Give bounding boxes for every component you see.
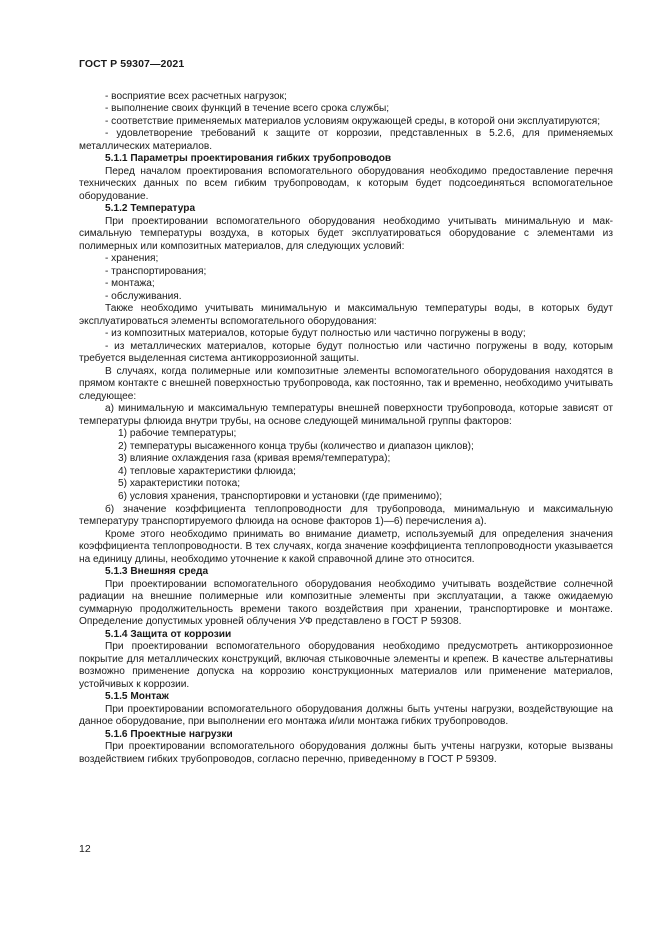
paragraph: - транспортирования; bbox=[105, 265, 207, 277]
paragraph: - восприятие всех расчетных нагрузок; bbox=[105, 90, 287, 102]
paragraph: - из металлических материалов, которые будут полностью или частично погружены в воду, которым требуется выделенная система антикоррозионной защиты. bbox=[79, 340, 613, 365]
paragraph: Перед началом проектирования вспомогательного оборудования необходимо предоставление перечня технических данных по всем гибким трубопроводам, к которым будет подсоединяться вспомогательное оборудование. bbox=[79, 165, 613, 202]
paragraph: При проектировании вспомогательного оборудования необходимо учитывать минимальную и максимальную температуры воздуха, в которых будет эксплуатироваться оборудование с элементами из полимерных или композитных материалов, для следующих условий: bbox=[79, 215, 613, 252]
list-item: 4) тепловые характеристики флюида; bbox=[118, 465, 296, 477]
list-item: 3) влияние охлаждения газа (кривая время/температура); bbox=[118, 453, 391, 465]
section-heading: 5.1.1 Параметры проектирования гибких трубопроводов bbox=[105, 153, 392, 165]
section-heading: 5.1.5 Монтаж bbox=[105, 691, 169, 703]
paragraph: а) минимальную и максимальную температуры внешней поверхности трубопровода, которые зависят от температуры флюида внутри трубы, на основе следующей минимальной группы факторов: bbox=[79, 403, 613, 427]
paragraph: При проектировании вспомогательного оборудования необходимо учитывать воздействие солнечной радиации на внешние полимерные или композитные элементы при эксплуатации, а также ожидаемую суммарную продолжительность времени такого воздействия при хранении, транспортировке и монтаже. Определение допустимых уровней облучения УФ представлено в ГОСТ Р 59308. bbox=[79, 578, 613, 628]
paragraph: При проектировании вспомогательного оборудования должны быть учтены нагрузки, воздействующие на данное оборудование, при выполнении его монтажа и/или монтажа гибких трубопроводов. bbox=[79, 703, 613, 728]
list-item: 6) условия хранения, транспортировки и установки (где применимо); bbox=[118, 491, 443, 502]
section-heading: 5.1.4 Защита от коррозии bbox=[105, 628, 232, 640]
document-header: ГОСТ Р 59307—2021 bbox=[79, 58, 185, 70]
paragraph: - обслуживания. bbox=[105, 290, 182, 302]
section-heading: 5.1.3 Внешняя среда bbox=[105, 566, 209, 578]
paragraph: Также необходимо учитывать минимальную и максимальную температуры воды, в которых будут эксплуатироваться элементы вспомогательного оборудования: bbox=[79, 303, 613, 327]
page-number: 12 bbox=[79, 843, 91, 855]
paragraph: При проектировании вспомогательного оборудования необходимо предусмотреть антикоррозионное покрытие для металлических конструкций, включая стыковочные элементы и крепеж. В качестве альтернативы возможно применение допуска на коррозию конструкционных материалов или применение материалов, устойчивых к коррозии. bbox=[79, 641, 613, 690]
paragraph: В случаях, когда полимерные или композитные элементы вспомогательного оборудования находятся в прямом контакте с внешней поверхностью трубопровода, как постоянно, так и временно, необходимо учитывать следующее: bbox=[79, 365, 613, 402]
section-heading: 5.1.6 Проектные нагрузки bbox=[105, 728, 233, 740]
paragraph: - хранения; bbox=[105, 253, 159, 265]
document-body bbox=[79, 91, 613, 767]
paragraph: б) значение коэффициента теплопроводности для трубопровода, минимальную и максимальную температуру транспортируемого флюида на основе факторов 1)—6) перечисления а). bbox=[79, 503, 613, 528]
paragraph: - удовлетворение требований к защите от коррозии, представленных в 5.2.6, для применяемых металлических материалов. bbox=[79, 128, 613, 152]
paragraph: - выполнение своих функций в течение всего срока службы; bbox=[105, 103, 390, 115]
list-item: 5) характеристики потока; bbox=[118, 478, 241, 490]
paragraph: - соответствие применяемых материалов условиям окружающей среды, в которой они эксплуатируются; bbox=[105, 115, 601, 127]
list-item: 1) рабочие температуры; bbox=[118, 428, 237, 440]
paragraph: - монтажа; bbox=[105, 278, 155, 290]
section-heading: 5.1.2 Температура bbox=[105, 203, 196, 215]
paragraph: При проектировании вспомогательного оборудования должны быть учтены нагрузки, которые вызваны воздействием гибких трубопроводов, согласно перечню, приведенному в ГОСТ Р 59309. bbox=[79, 741, 613, 765]
paragraph: - из композитных материалов, которые будут полностью или частично погружены в воду; bbox=[105, 328, 526, 340]
list-item: 2) температуры высаженного конца трубы (количество и диапазон циклов); bbox=[118, 440, 474, 452]
paragraph: Кроме этого необходимо принимать во внимание диаметр, используемый для определения значения коэффициента теплопроводности. В тех случаях, когда значение коэффициента теплопроводности указывается на единицу длины, необходимо уточнение к какой справочной длине это относится. bbox=[79, 528, 613, 565]
